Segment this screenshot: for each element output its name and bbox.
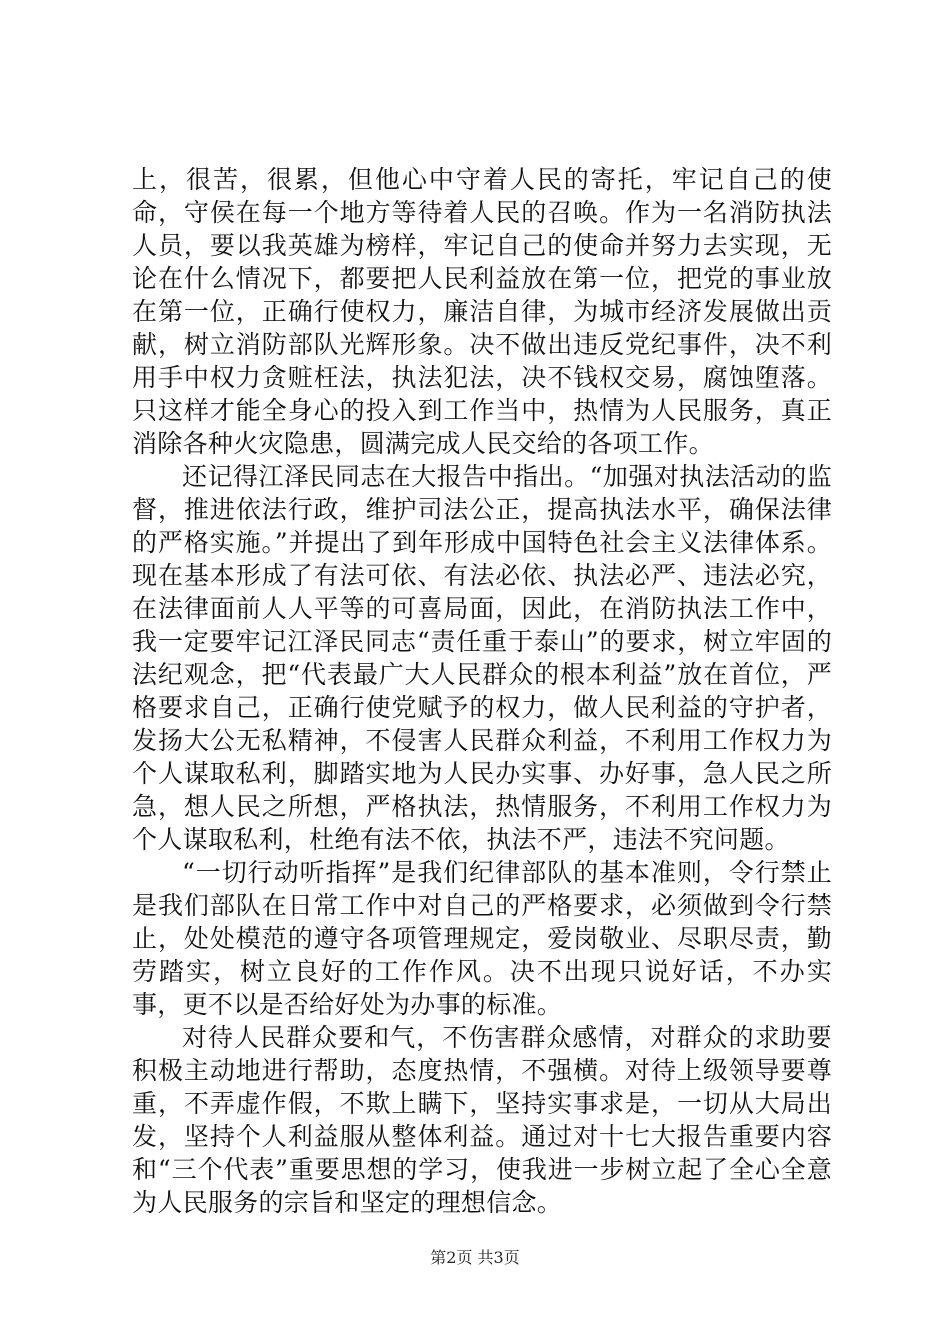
page-footer: 第2页 共3页 xyxy=(430,1248,520,1267)
paragraph-3: “一切行动听指挥”是我们纪律部队的基本准则，令行禁止是我们部队在日常工作中对自己的严格要求，必须做到令行禁止，处处模范的遵守各项管理规定，爱岗敬业、尽职尽责，勤劳踏实，树立良好的工作作风。决不出现只说好话，不办实事，更不以是否给好处为办事的标准。 xyxy=(132,858,832,1019)
document-body xyxy=(132,163,832,1219)
paragraph-2: 还记得江泽民同志在大报告中指出。“加强对执法活动的监督，推进依法行政，维护司法公正，提高执法水平，确保法律的严格实施。”并提出了到年形成中国特色社会主义法律体系。现在基本形成了有法可依、有法必依、执法必严、违法必究，在法律面前人人平等的可喜局面，因此，在消防执法工作中，我一定要牢记江泽民同志“责任重于泰山”的要求，树立牢固的法纪观念，把“代表最广大人民群众的根本利益”放在首位，严格要求自己，正确行使党赋予的权力，做人民利益的守护者，发扬大公无私精神，不侵害人民群众利益，不利用工作权力为个人谋取私利，脚踏实地为人民办实事、办好事，急人民之所急，想人民之所想，严格执法，热情服务，不利用工作权力为个人谋取私利，杜绝有法不依，执法不严，违法不究问题。 xyxy=(132,462,832,854)
paragraph-1: 上，很苦，很累，但他心中守着人民的寄托，牢记自己的使命，守侯在每一个地方等待着人民的召唤。作为一名消防执法人员，要以我英雄为榜样，牢记自己的使命并努力去实现，无论在什么情况下，都要把人民利益放在第一位，把党的事业放在第一位，正确行使权力，廉洁自律，为城市经济发展做出贡献，树立消防部队光辉形象。决不做出违反党纪事件，决不利用手中权力贪赃枉法，执法犯法，决不钱权交易，腐蚀堕落。只这样才能全身心的投入到工作当中，热情为人民服务，真正消除各种火灾隐患，圆满完成人民交给的各项工作。 xyxy=(132,165,832,458)
paragraph-4: 对待人民群众要和气，不伤害群众感情，对群众的求助要积极主动地进行帮助，态度热情，不强横。对待上级领导要尊重，不弄虚作假，不欺上瞒下，坚持实事求是，一切从大局出发，坚持个人利益服从整体利益。通过对十七大报告重要内容和“三个代表”重要思想的学习，使我进一步树立起了全心全意为人民服务的宗旨和坚定的理想信念。 xyxy=(132,1023,832,1217)
